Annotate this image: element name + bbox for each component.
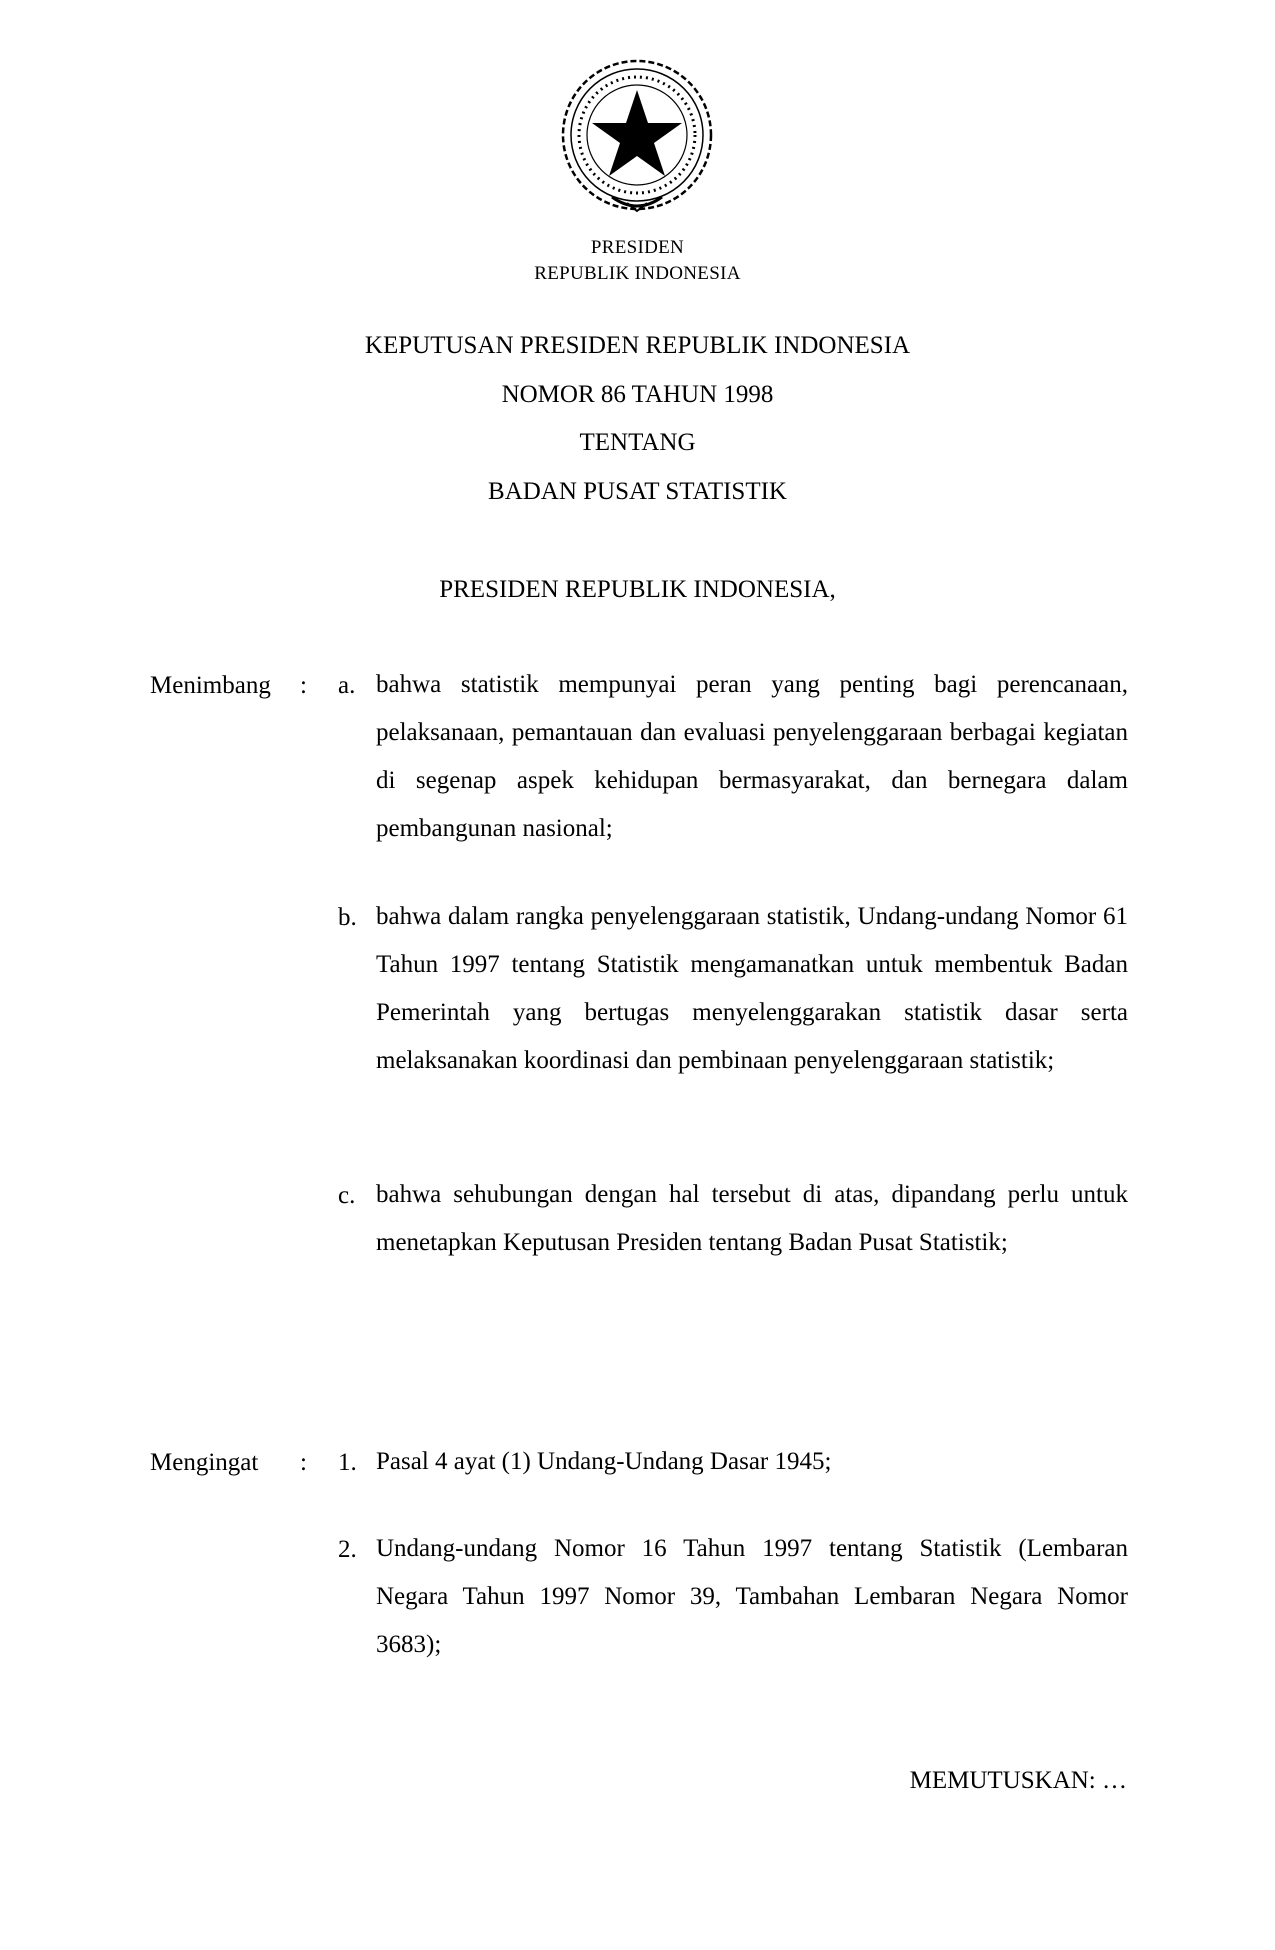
menimbang-item-marker: b. [338, 904, 357, 931]
header-republik-indonesia: REPUBLIK INDONESIA [534, 263, 741, 284]
mengingat-item-marker: 2. [338, 1536, 357, 1563]
menimbang-item-marker: c. [338, 1182, 356, 1209]
menimbang-item-marker: a. [338, 672, 356, 699]
document-number: NOMOR 86 TAHUN 1998 [501, 381, 774, 408]
menimbang-item-text: bahwa sehubungan dengan hal tersebut di atas, dipandang perlu untuk menetapkan Keputusan Presiden tentang Badan Pusat Statistik; [376, 1181, 1128, 1256]
document-title: KEPUTUSAN PRESIDEN REPUBLIK INDONESIA [364, 332, 911, 359]
menimbang-colon: : [300, 672, 307, 699]
mengingat-colon: : [300, 1449, 307, 1476]
memutuskan-continuation: MEMUTUSKAN: … [909, 1767, 1127, 1794]
mengingat-item-marker: 1. [338, 1449, 357, 1476]
menimbang-label: Menimbang [150, 672, 271, 699]
mengingat-label: Mengingat [150, 1449, 259, 1476]
header-presiden: PRESIDEN [590, 237, 685, 258]
menimbang-item-text: bahwa dalam rangka penyelenggaraan statistik, Undang-undang Nomor 61 Tahun 1997 tentang Statistik mengamanatkan untuk membentuk Badan Pemerintah yang bertugas menyelenggarakan statistik dasar serta melaksanakan koordinasi dan pembinaan penyelenggaraan statistik; [376, 903, 1128, 1074]
mengingat-item-text: Pasal 4 ayat (1) Undang-Undang Dasar 1945; [376, 1448, 832, 1475]
document-subject: BADAN PUSAT STATISTIK [488, 478, 787, 505]
authority-line: PRESIDEN REPUBLIK INDONESIA, [439, 576, 836, 603]
menimbang-item-text: bahwa statistik mempunyai peran yang penting bagi perencanaan, pelaksanaan, pemantauan dan evaluasi penyelenggaraan berbagai kegiatan di segenap aspek kehidupan bermasyarakat, dan bernegara dalam pembangunan nasional; [376, 671, 1128, 842]
garuda-star-wreath-emblem-icon [552, 55, 722, 225]
mengingat-item-text: Undang-undang Nomor 16 Tahun 1997 tentang Statistik (Lembaran Negara Tahun 1997 Nomor 39, Tambahan Lembaran Negara Nomor 3683); [376, 1535, 1128, 1658]
document-tentang: TENTANG [579, 429, 696, 456]
